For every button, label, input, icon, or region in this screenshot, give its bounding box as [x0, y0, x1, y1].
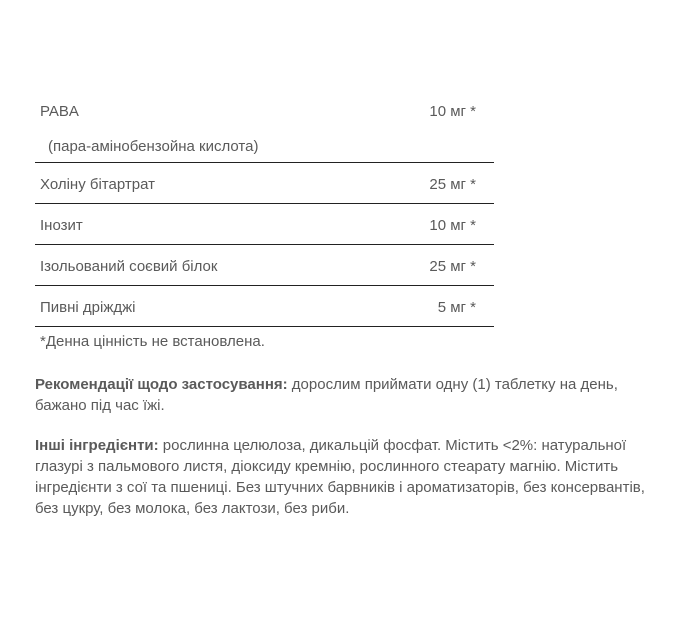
nutrient-name: Пивні дріжджі [40, 299, 136, 316]
other-ingredients-label: Інші інгредієнти: [35, 437, 159, 454]
nutrient-amount: 10 мг * [429, 103, 476, 120]
usage-text: дорослим приймати одну (1) таблетку на день, бажано під час їжі. [35, 376, 618, 414]
other-ingredients-paragraph [35, 435, 665, 519]
nutrient-name: Ізольований соєвий білок [40, 258, 218, 275]
nutrient-amount: 25 мг * [429, 176, 476, 193]
usage-paragraph [35, 374, 665, 416]
table-row [35, 88, 494, 163]
nutrient-name: Холіну бітартрат [40, 176, 155, 193]
nutrient-name: Інозит [40, 217, 83, 234]
nutrient-amount: 5 мг * [437, 299, 476, 316]
usage-label: Рекомендації щодо застосування: [35, 376, 288, 393]
nutrient-amount: 25 мг * [429, 258, 476, 275]
table-row [35, 204, 494, 245]
other-ingredients-text: рослинна целюлоза, дикальцій фосфат. Містить <2%: натуральної глазурі з пальмового листя, діоксиду кремнію, рослинного стеарату магнію. Містить інгредієнти з сої та пшениці. Без штучних барвників і ароматизаторів, без консервантів, без цукру, без молока, без лактози, без риби. [35, 437, 645, 517]
nutrient-amount: 10 мг * [429, 217, 476, 234]
table-row [35, 163, 494, 204]
table-row [35, 245, 494, 286]
nutrition-table [35, 88, 494, 327]
daily-value-footnote: *Денна цінність не встановлена. [40, 333, 265, 350]
nutrient-name: PABA [40, 103, 79, 120]
table-row [35, 286, 494, 327]
nutrient-subtitle: (пара-амінобензойна кислота) [48, 138, 259, 155]
